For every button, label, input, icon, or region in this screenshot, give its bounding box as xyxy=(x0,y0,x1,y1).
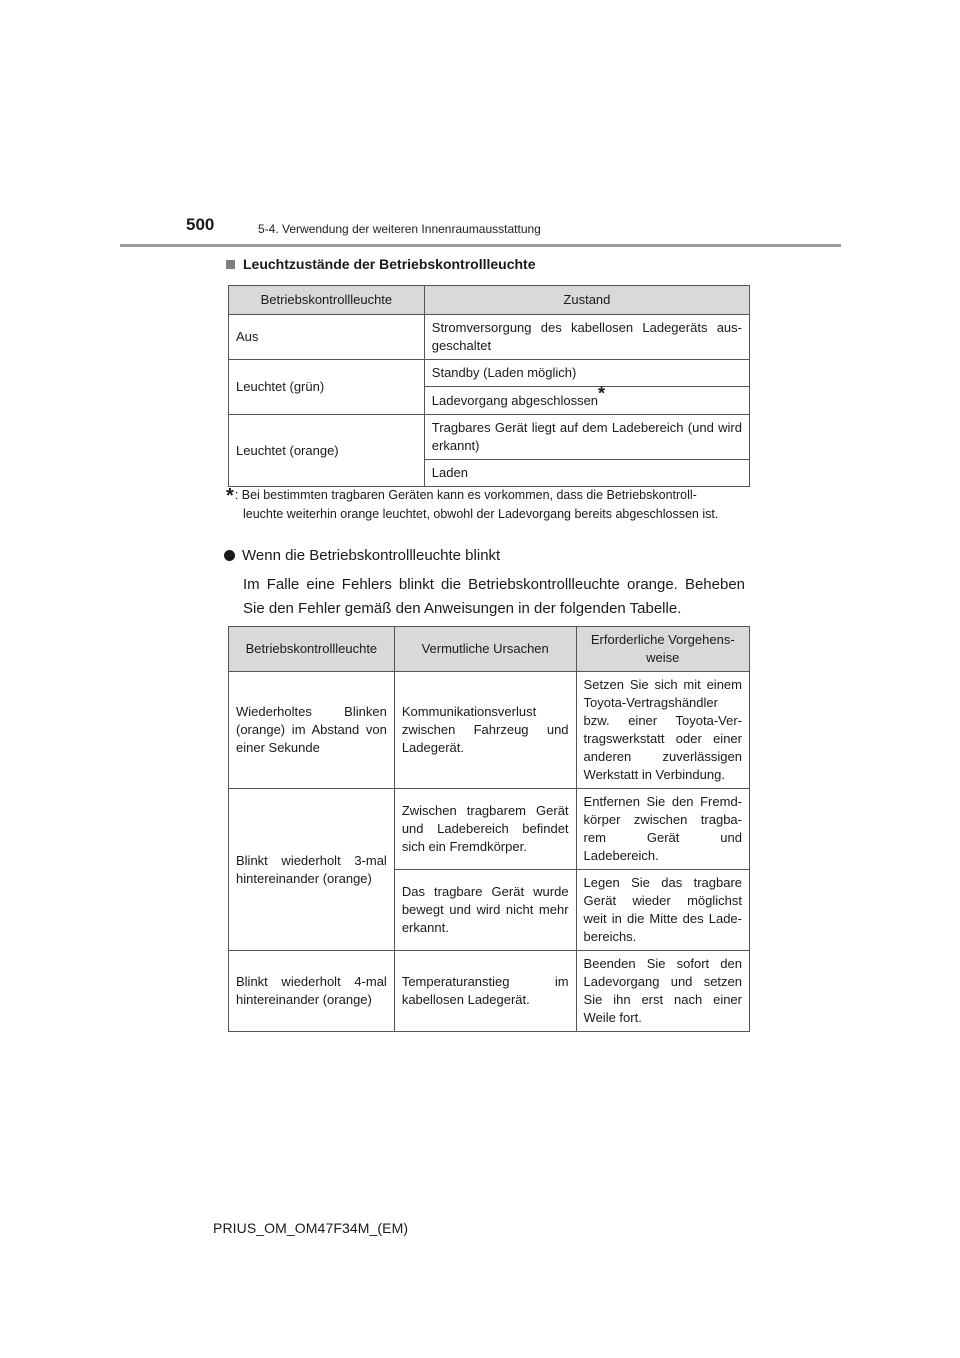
blink-paragraph: Im Falle eine Fehlers blinkt die Betriebskontrollleuchte orange. Beheben Sie den Fehler gemäß den Anweisungen in der folgenden Tabelle. xyxy=(243,576,745,617)
round-bullet-icon xyxy=(224,550,235,561)
state-cell: Tragbares Gerät liegt auf dem Ladebereich (und wird erkannt) xyxy=(424,415,749,460)
action-cell: Legen Sie das tragbare Gerät wieder möglichst weit in die Mitte des Lade-bereichs. xyxy=(576,870,749,951)
cause-cell: Das tragbare Gerät wurde bewegt und wird nicht mehr erkannt. xyxy=(394,870,576,951)
cause-cell: Kommunikationsverlust zwischen Fahrzeug und Ladegerät. xyxy=(394,672,576,789)
table-row xyxy=(229,360,750,387)
state-cell: Standby (Laden möglich) xyxy=(424,360,749,387)
action-cell: Beenden Sie sofort den Ladevorgang und setzen Sie ihn erst nach einer Weile fort. xyxy=(576,951,749,1032)
column-header-indicator: Betriebskontrollleuchte xyxy=(229,286,425,315)
blink-troubleshooting-table xyxy=(228,626,750,1032)
page-number: 500 xyxy=(186,215,215,234)
state-cell: Stromversorgung des kabellosen Ladegeräts aus-geschaltet xyxy=(424,315,749,360)
indicator-cell: Aus xyxy=(229,315,425,360)
table-row xyxy=(229,789,750,870)
running-head: 5-4. Verwendung der weiteren Innenraumausstattung xyxy=(258,222,541,236)
column-header-cause: Vermutliche Ursachen xyxy=(394,627,576,672)
column-header-state: Zustand xyxy=(424,286,749,315)
cause-cell: Temperaturanstieg im kabellosen Ladegerät. xyxy=(394,951,576,1032)
indicator-cell: Wiederholtes Blinken (orange) im Abstand von einer Sekunde xyxy=(229,672,395,789)
action-cell: Entfernen Sie den Fremd-körper zwischen tragba-rem Gerät und Ladebereich. xyxy=(576,789,749,870)
header-rule xyxy=(120,244,841,247)
state-text: Ladevorgang abgeschlossen xyxy=(431,392,599,408)
table-row xyxy=(229,951,750,1032)
section-heading xyxy=(226,256,536,272)
footnote-lead: : Bei bestimmten tragbaren Geräten kann es vorkommen, dass die Betriebskontroll- xyxy=(234,488,697,502)
cause-cell: Zwischen tragbarem Gerät und Ladebereich befindet sich ein Fremdkörper. xyxy=(394,789,576,870)
indicator-cell: Blinkt wiederholt 4-mal hintereinander (orange) xyxy=(229,951,395,1032)
blink-heading-text: Wenn die Betriebskontrollleuchte blinkt xyxy=(242,547,501,564)
indicator-states-table xyxy=(228,285,750,487)
footnote-marker: * xyxy=(226,485,234,507)
asterisk-mark: * xyxy=(598,383,606,404)
table-header-row xyxy=(229,627,750,672)
square-bullet-icon xyxy=(226,260,235,269)
action-cell: Setzen Sie sich mit einem Toyota-Vertragshändler bzw. einer Toyota-Ver-tragswerkstatt oder einer anderen zuverlässigen Werkstatt in Verbindung. xyxy=(576,672,749,789)
table-row xyxy=(229,415,750,460)
table-header-row xyxy=(229,286,750,315)
indicator-cell: Blinkt wiederholt 3-mal hintereinander (orange) xyxy=(229,789,395,951)
table-row xyxy=(229,672,750,789)
footnote-rest: leuchte weiterhin orange leuchtet, obwohl der Ladevorgang bereits abgeschlossen ist. xyxy=(243,507,719,521)
state-cell xyxy=(424,383,749,415)
footnote xyxy=(226,486,744,523)
table-row xyxy=(229,315,750,360)
column-header-indicator: Betriebskontrollleuchte xyxy=(229,627,395,672)
section-heading-text: Leuchtzustände der Betriebskontrollleuchte xyxy=(243,256,536,272)
indicator-cell: Leuchtet (grün) xyxy=(229,360,425,415)
indicator-cell: Leuchtet (orange) xyxy=(229,415,425,487)
footer-code: PRIUS_OM_OM47F34M_(EM) xyxy=(213,1220,409,1236)
column-header-action: Erforderliche Vorgehens-weise xyxy=(576,627,749,672)
blink-heading xyxy=(224,547,500,564)
state-cell: Laden xyxy=(424,460,749,487)
